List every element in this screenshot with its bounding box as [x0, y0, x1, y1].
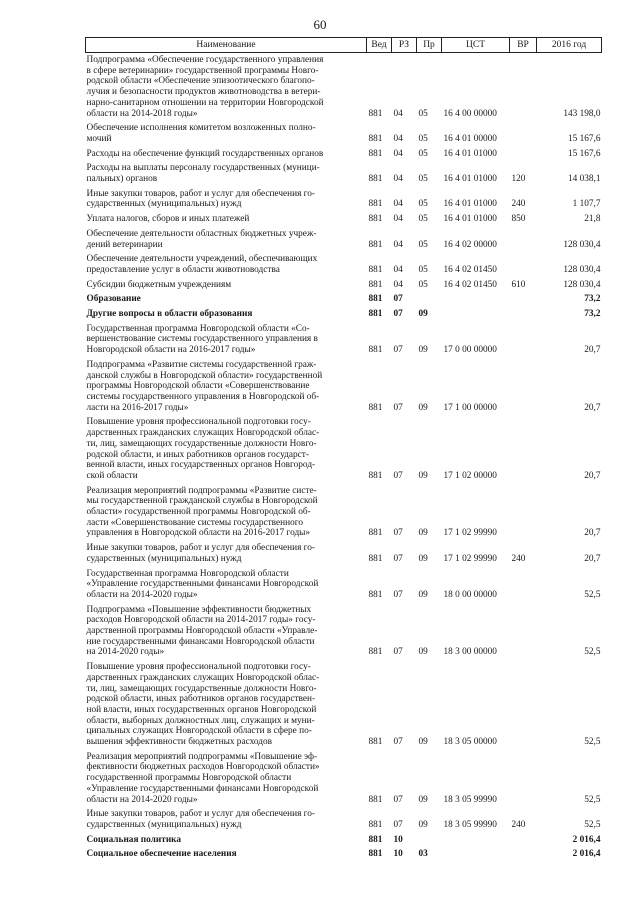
row-name: Подпрограмма «Развитие системы государственной граж- данской службы в Новгородской области» государственной программы Новгородской области «Совершенствование системы государственного управления в Новгородской об- ласти на 2016-2017 годы» [86, 359, 323, 413]
header-pr: Пр [417, 38, 442, 53]
row-cst: 17 1 02 00000 [443, 470, 497, 481]
row-vr [510, 358, 537, 416]
row-sum: 73,2 [584, 294, 601, 305]
row-sum: 73,2 [584, 309, 601, 320]
table-row [86, 161, 602, 186]
row-vr [510, 750, 537, 808]
page-number: 60 [313, 17, 327, 32]
row-sum: 2 016,4 [572, 834, 601, 845]
row-name: Иные закупки товаров, работ и услуг для обеспечения го- сударственных (муниципальных) нужд [86, 809, 316, 830]
table-row [86, 147, 602, 162]
row-pr: 09 [418, 647, 428, 658]
row-rz: 04 [393, 239, 403, 250]
table-row [86, 187, 602, 212]
row-sum: 20,7 [584, 470, 601, 481]
row-vr: 240 [511, 820, 526, 830]
row-rz: 04 [393, 148, 403, 159]
table-body [86, 53, 602, 863]
row-rz: 04 [393, 108, 403, 119]
row-ved: 881 [368, 108, 383, 119]
row-sum: 128 030,4 [563, 279, 601, 290]
row-name: Образование [86, 294, 141, 305]
row-vr [510, 567, 537, 603]
row-rz: 07 [393, 820, 403, 830]
row-vr [510, 121, 537, 146]
row-ved: 881 [368, 279, 383, 290]
row-pr: 09 [418, 402, 428, 413]
row-name: Подпрограмма «Обеспечение государственного управления в сфере ветеринарии» государственной программы Новго- родской области «Обеспечение эпизоотического благопо- лучия и безопасности продуктов животноводства в ветери- нарно-санитарном отношении на территории Новгородской области на 2014-2018 годы» [86, 55, 324, 119]
row-ved: 881 [368, 133, 383, 144]
row-name: Государственная программа Новгородской области «Управление государственными финансами Новгородской области на 2014-2020 годы» [86, 568, 319, 600]
row-sum: 15 167,6 [567, 133, 601, 144]
row-sum: 15 167,6 [567, 148, 601, 159]
row-pr: 09 [418, 309, 428, 320]
row-ved: 881 [368, 849, 383, 860]
row-pr: 05 [418, 174, 428, 185]
row-cst: 17 1 02 99990 [443, 528, 497, 539]
row-cst: 18 3 05 00000 [443, 737, 497, 748]
row-vr [510, 147, 537, 162]
row-rz: 04 [393, 133, 403, 144]
row-name: Субсидии бюджетным учреждениям [86, 279, 232, 290]
row-cst [442, 307, 510, 322]
row-name: Расходы на обеспечение функций государственных органов [86, 148, 324, 159]
row-ved: 881 [368, 148, 383, 159]
row-rz: 07 [393, 402, 403, 413]
table-row [86, 292, 602, 307]
row-rz: 04 [393, 214, 403, 225]
row-vr [510, 252, 537, 277]
row-cst: 18 0 00 00000 [443, 589, 497, 600]
row-ved: 881 [368, 528, 383, 539]
row-vr [510, 484, 537, 542]
table-header-row [86, 38, 602, 53]
table-row [86, 807, 602, 832]
row-sum: 14 038,1 [567, 174, 601, 185]
row-rz: 07 [393, 647, 403, 658]
row-rz: 04 [393, 199, 403, 210]
row-vr [510, 833, 537, 848]
row-name: Реализация мероприятий подпрограммы «Повышение эф- фективности бюджетных расходов Новгородской области» государственной программы Новгородской области «Управление государственными финансами Новгородской области на 2014-2020 годы» [86, 751, 320, 805]
row-pr: 05 [418, 279, 428, 290]
table-row [86, 415, 602, 483]
row-ved: 881 [368, 647, 383, 658]
row-rz: 10 [393, 849, 403, 860]
row-vr: 610 [511, 279, 526, 290]
table-row [86, 833, 602, 848]
row-sum: 52,5 [584, 647, 601, 658]
row-vr: 120 [511, 174, 526, 185]
row-sum: 52,5 [584, 737, 601, 748]
row-name: Другие вопросы в области образования [86, 309, 253, 320]
row-pr: 09 [418, 737, 428, 748]
row-ved: 881 [368, 553, 383, 564]
row-cst [442, 833, 510, 848]
header-ved: Вед [367, 38, 392, 53]
row-cst: 16 4 02 01450 [443, 264, 497, 275]
table-row [86, 847, 602, 862]
row-cst: 17 0 00 00000 [443, 345, 497, 356]
row-pr: 05 [418, 108, 428, 119]
row-name: Реализация мероприятий подпрограммы «Развитие систе- мы государственной гражданской службы в Новгородской области» государственной программы Новгородской об- ласти «Совершенствование системы государственного управления в Новгородской области на 2016-2017 годы» [86, 485, 318, 539]
row-cst: 16 4 02 01450 [443, 279, 497, 290]
row-pr: 09 [418, 794, 428, 805]
row-rz: 07 [393, 294, 403, 305]
row-vr [510, 322, 537, 358]
row-name: Социальное обеспечение населения [86, 849, 237, 860]
row-rz: 04 [393, 174, 403, 185]
row-vr [510, 660, 537, 750]
row-pr [417, 833, 442, 848]
row-rz: 07 [393, 309, 403, 320]
row-rz: 10 [393, 834, 403, 845]
row-rz: 07 [393, 589, 403, 600]
row-cst: 16 4 01 01000 [443, 148, 497, 159]
table-row [86, 252, 602, 277]
row-ved: 881 [368, 264, 383, 275]
row-pr: 09 [418, 470, 428, 481]
row-pr: 03 [418, 849, 428, 860]
table-row [86, 603, 602, 661]
row-cst: 16 4 01 01000 [443, 199, 497, 210]
row-pr: 05 [418, 239, 428, 250]
row-ved: 881 [368, 214, 383, 225]
header-name: Наименование [86, 38, 367, 53]
table-row [86, 484, 602, 542]
row-sum: 143 198,0 [563, 108, 601, 119]
table-row [86, 212, 602, 227]
header-rz: РЗ [392, 38, 417, 53]
row-cst: 17 1 00 00000 [443, 402, 497, 413]
row-rz: 07 [393, 345, 403, 356]
row-pr: 09 [418, 589, 428, 600]
row-pr: 09 [418, 553, 428, 564]
row-name: Повышение уровня профессиональной подготовки госу- дарственных гражданских служащих Новгородской облас- ти, лиц, замещающих государственные должности Новго- родской области, и иных работников органов государст- венной власти, иных государственных органов Новгород- ской области [86, 417, 320, 481]
row-name: Обеспечение деятельности учреждений, обеспечивающих предоставление услуг в области животноводства [86, 254, 318, 275]
row-pr: 09 [418, 528, 428, 539]
row-sum: 128 030,4 [563, 264, 601, 275]
row-sum: 21,8 [584, 214, 601, 225]
row-vr [510, 307, 537, 322]
row-cst: 16 4 01 00000 [443, 133, 497, 144]
row-rz: 07 [393, 794, 403, 805]
row-rz: 07 [393, 553, 403, 564]
row-rz: 07 [393, 528, 403, 539]
table-row [86, 358, 602, 416]
row-pr: 05 [418, 264, 428, 275]
row-cst: 16 4 01 01000 [443, 214, 497, 225]
row-cst: 18 3 05 99990 [443, 794, 497, 805]
row-pr: 05 [418, 214, 428, 225]
row-pr: 09 [418, 345, 428, 356]
row-name: Обеспечение исполнения комитетом возложенных полно- мочий [86, 123, 316, 144]
row-rz: 04 [393, 279, 403, 290]
row-ved: 881 [368, 345, 383, 356]
table-row [86, 121, 602, 146]
row-name: Обеспечение деятельности областных бюджетных учреж- дений ветеринарии [86, 228, 317, 250]
row-name: Расходы на выплаты персоналу государственных (муници- пальных) органов [86, 163, 320, 185]
row-ved: 881 [368, 794, 383, 805]
row-cst: 17 1 02 99990 [443, 553, 497, 564]
table-row [86, 541, 602, 566]
row-sum: 1 107,7 [572, 199, 601, 210]
row-rz: 04 [393, 264, 403, 275]
table-row [86, 53, 602, 122]
row-name: Социальная политика [86, 834, 182, 845]
row-ved: 881 [368, 834, 383, 845]
row-sum: 52,5 [584, 794, 601, 805]
row-ved: 881 [368, 239, 383, 250]
row-name: Государственная программа Новгородской области «Со- вершенствование системы государственного управления в Новгородской области на 2016-2017 годы» [86, 323, 318, 356]
row-sum: 20,7 [584, 528, 601, 539]
row-pr: 05 [418, 148, 428, 159]
row-ved: 881 [368, 294, 383, 305]
row-sum: 128 030,4 [563, 239, 601, 250]
row-vr [510, 603, 537, 661]
table-row [86, 567, 602, 603]
row-sum: 2 016,4 [572, 849, 601, 860]
row-pr: 05 [418, 199, 428, 210]
row-ved: 881 [368, 820, 383, 830]
row-sum: 52,5 [584, 820, 601, 830]
row-name: Повышение уровня профессиональной подготовки госу- дарственных гражданских служащих Новгородской облас- ти, лиц, замещающих государственные должности Новго- родской области, иных работников органов государствен- ной власти, иных государственных органов Новгородской области, выборных должностных лиц, служащих и муни- ципальных служащих Новгородской области в сфере по- вышения эффективности бюджетных расходов [86, 662, 320, 748]
row-ved: 881 [368, 199, 383, 210]
row-cst: 16 4 02 00000 [443, 239, 497, 250]
row-sum: 20,7 [584, 402, 601, 413]
row-vr: 850 [511, 214, 526, 225]
table-row [86, 750, 602, 808]
row-ved: 881 [368, 309, 383, 320]
table-row [86, 278, 602, 293]
header-vr: ВР [510, 38, 537, 53]
table-row [86, 227, 602, 252]
row-ved: 881 [368, 737, 383, 748]
row-vr: 240 [511, 199, 526, 210]
row-pr: 05 [418, 133, 428, 144]
row-cst: 18 3 05 99990 [443, 820, 497, 830]
row-name: Уплата налогов, сборов и иных платежей [86, 214, 250, 225]
row-name: Иные закупки товаров, работ и услуг для обеспечения го- сударственных (муниципальных) нужд [86, 188, 316, 210]
row-cst: 16 4 00 00000 [443, 108, 497, 119]
budget-table [85, 37, 602, 862]
row-sum: 52,5 [584, 589, 601, 600]
row-ved: 881 [368, 589, 383, 600]
row-vr [510, 292, 537, 307]
row-vr [510, 53, 537, 122]
row-sum: 20,7 [584, 553, 601, 564]
row-pr [417, 292, 442, 307]
row-cst: 18 3 00 00000 [443, 647, 497, 658]
row-ved: 881 [368, 174, 383, 185]
row-pr: 09 [418, 820, 428, 830]
row-rz: 07 [393, 737, 403, 748]
row-cst [442, 847, 510, 862]
row-name: Подпрограмма «Повышение эффективности бюджетных расходов Новгородской области на 2014-2017 годы» госу- дарственной программы Новгородской области «Управле- ние государственными финансами Новгородской области на 2014-2020 годы» [86, 604, 318, 658]
row-ved: 881 [368, 470, 383, 481]
row-name: Иные закупки товаров, работ и услуг для обеспечения го- сударственных (муниципальных) нужд [86, 543, 316, 564]
row-cst [442, 292, 510, 307]
row-vr [510, 415, 537, 483]
table-row [86, 307, 602, 322]
row-cst: 16 4 01 01000 [443, 174, 497, 185]
header-cst: ЦСТ [442, 38, 510, 53]
row-sum: 20,7 [584, 345, 601, 356]
header-year: 2016 год [537, 38, 602, 53]
row-vr [510, 847, 537, 862]
row-vr: 240 [511, 553, 526, 564]
table-row [86, 660, 602, 750]
row-rz: 07 [393, 470, 403, 481]
row-ved: 881 [368, 402, 383, 413]
table-row [86, 322, 602, 358]
row-vr [510, 227, 537, 252]
